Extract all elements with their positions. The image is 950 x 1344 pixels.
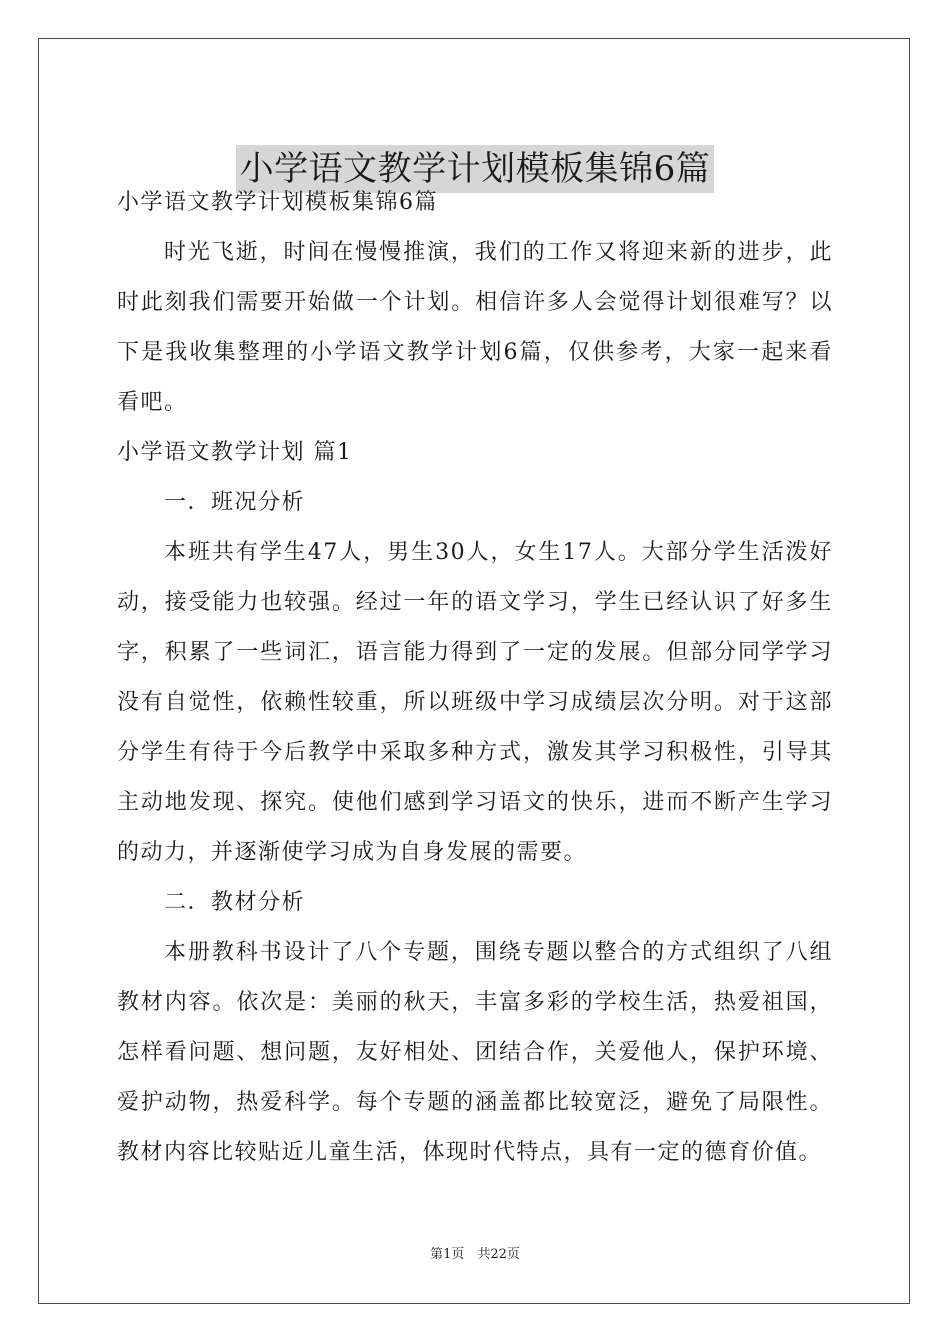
- class-analysis-paragraph: 本班共有学生47人，男生30人，女生17人。大部分学生活泼好动，接受能力也较强。经过一年的语文学习，学生已经认识了好多生字，积累了一些词汇，语言能力得到了一定的发展。但部分同学学习没有自觉性，依赖性较重，所以班级中学习成绩层次分明。对于这部分学生有待于今后教学中采取多种方式，激发其学习积极性，引导其主动地发现、探究。使他们感到学习语文的快乐，进而不断产生学习的动力，并逐渐使学习成为自身发展的需要。: [117, 540, 833, 865]
- subsection-heading-textbook-analysis: 二．教材分析: [164, 890, 306, 915]
- page-footer: 第1页 共22页: [430, 1247, 520, 1262]
- document-body: [117, 178, 833, 1178]
- intro-paragraph: 时光飞逝，时间在慢慢推演，我们的工作又将迎来新的进步，此时此刻我们需要开始做一个计划。相信许多人会觉得计划很难写？以下是我收集整理的小学语文教学计划6篇，仅供参考，大家一起来看看吧。: [117, 240, 833, 415]
- subsection-heading-class-analysis: 一．班况分析: [164, 490, 306, 515]
- textbook-analysis-paragraph: 本册教科书设计了八个专题，围绕专题以整合的方式组织了八组教材内容。依次是：美丽的秋天，丰富多彩的学校生活，热爱祖国，怎样看问题、想问题，友好相处、团结合作，关爱他人，保护环境、爱护动物，热爱科学。每个专题的涵盖都比较宽泛，避免了局限性。教材内容比较贴近儿童生活，体现时代特点，具有一定的德育价值。: [117, 940, 833, 1165]
- document-title: 小学语文教学计划模板集锦6篇: [236, 145, 715, 193]
- subtitle-paragraph: 小学语文教学计划模板集锦6篇: [117, 190, 438, 215]
- section-heading: 小学语文教学计划 篇1: [117, 440, 353, 465]
